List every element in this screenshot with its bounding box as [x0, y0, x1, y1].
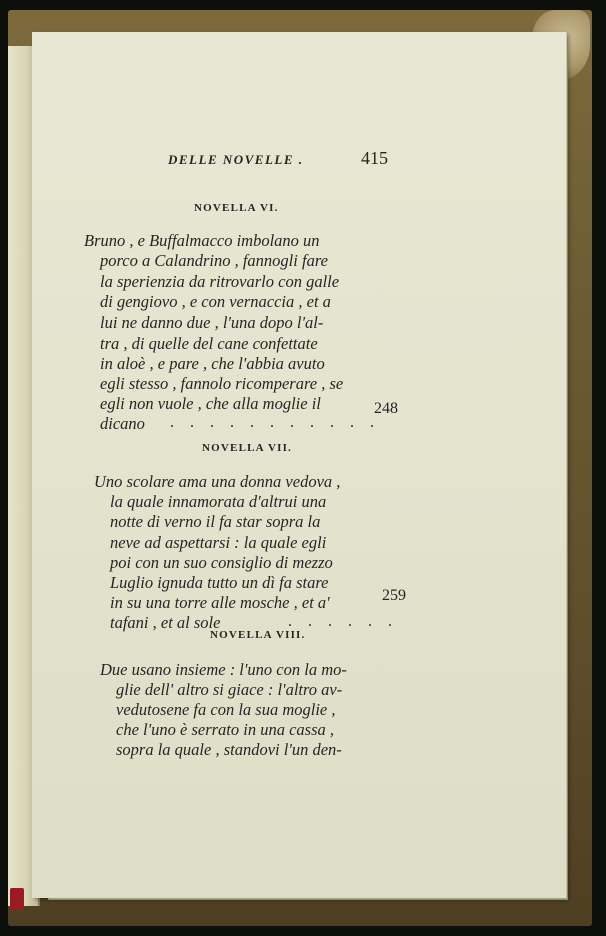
text-line: lui ne danno due , l'una dopo l'al- — [100, 313, 324, 332]
text-line: porco a Calandrino , fannogli fare — [100, 251, 328, 270]
text-line: in su una torre alle mosche , et a' — [110, 593, 330, 612]
text-line: tra , di quelle del cane confettate — [100, 334, 318, 353]
ribbon-marker — [10, 888, 24, 910]
running-head — [168, 148, 388, 176]
text-line: egli stesso , fannolo ricomperare , se — [100, 374, 344, 393]
text-line: la sperienzia da ritrovarlo con galle — [100, 272, 340, 291]
text-line: dicano — [100, 414, 145, 433]
text-line: di gengiovo , e con vernaccia , et a — [100, 292, 331, 311]
text-line: Uno scolare ama una donna vedova , — [94, 472, 341, 491]
text-line: in aloè , e pare , che l'abbia avuto — [100, 354, 325, 373]
page-reference: 248 — [374, 400, 398, 417]
section-heading: NOVELLA VIII. — [210, 629, 306, 641]
page-reference: 259 — [382, 587, 406, 604]
dot-leader: . . . . . . . . . . . — [170, 414, 380, 431]
running-title: DELLE NOVELLE . — [168, 152, 304, 167]
text-line: Due usano insieme : l'uno con la mo- — [100, 660, 347, 679]
book-page — [32, 32, 566, 898]
text-line: glie dell' altro si giace : l'altro av- — [116, 680, 343, 699]
text-line: tafani , et al sole — [110, 613, 221, 632]
page-number: 415 — [361, 148, 388, 168]
text-line: Bruno , e Buffalmacco imbolano un — [84, 231, 320, 250]
text-line: vedutosene fa con la sua moglie , — [116, 700, 336, 719]
text-line: notte di verno il fa star sopra la — [110, 512, 321, 531]
text-line: egli non vuole , che alla moglie il — [100, 394, 321, 413]
book-cover — [8, 10, 592, 926]
section-heading: NOVELLA VI. — [194, 202, 279, 214]
text-line: neve ad aspettarsi : la quale egli — [110, 533, 327, 552]
text-line: la quale innamorata d'altrui una — [110, 492, 327, 511]
text-line: poi con un suo consiglio di mezzo — [110, 553, 333, 572]
dot-leader: . . . . . . — [288, 613, 398, 630]
text-line: che l'uno è serrato in una cassa , — [116, 720, 335, 739]
text-line: sopra la quale , standovi l'un den- — [116, 740, 342, 759]
section-heading: NOVELLA VII. — [202, 442, 292, 454]
text-line: Luglio ignuda tutto un dì fa stare — [110, 573, 329, 592]
